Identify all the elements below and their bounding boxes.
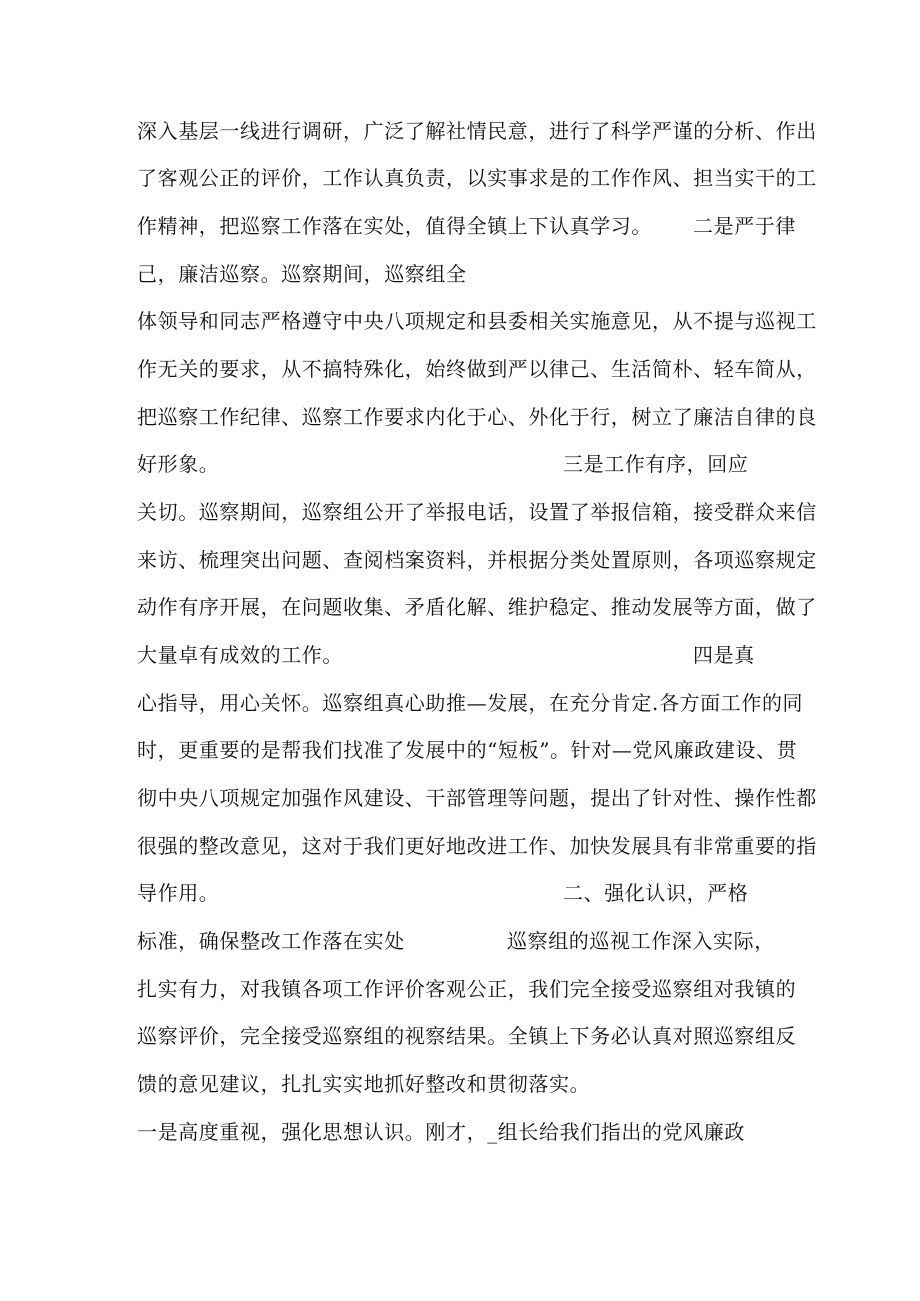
- text-line-13: 心指导，用心关怀。巡察组真心助推—发展，在充分肯定.各方面工作的同: [137, 691, 804, 715]
- text-line-4: 己，廉洁巡察。巡察期间，巡察组全: [137, 262, 467, 286]
- text-line-17b: 二、强化认识，严格: [563, 881, 749, 905]
- text-line-12b: 四是真: [693, 643, 755, 667]
- text-line-12: 大量卓有成效的工作。: [137, 643, 343, 667]
- text-line-14: 时，更重要的是帮我们找准了发展中的“短板”。针对—党风廉政建设、贯: [137, 738, 798, 762]
- text-line-8: 好形象。: [137, 452, 220, 476]
- text-line-1: 深入基层一线进行调研，广泛了解社情民意，进行了科学严谨的分析、作出: [137, 119, 817, 143]
- text-line-11: 动作有序开展，在问题收集、矛盾化解、维护稳定、推动发展等方面，做了: [137, 595, 817, 619]
- text-line-17: 导作用。: [137, 881, 220, 905]
- text-line-9: 关切。巡察期间，巡察组公开了举报电话，设置了举报信箱，接受群众来信: [137, 500, 817, 524]
- text-line-8b: 三是工作有序，回应: [563, 452, 749, 476]
- text-line-7: 把巡察工作纪律、巡察工作要求内化于心、外化于行，树立了廉洁自律的良: [137, 405, 817, 429]
- text-line-6: 作无关的要求，从不搞特殊化，始终做到严以律己、生活简朴、轻车简从，: [137, 357, 817, 381]
- text-line-20: 巡察评价，完全接受巡察组的视察结果。全镇上下务必认真对照巡察组反: [137, 1024, 797, 1048]
- text-line-10: 来访、梳理突出问题、查阅档案资料，并根据分类处置原则，各项巡察规定: [137, 548, 817, 572]
- text-line-3: 作精神，把巡察工作落在实处，值得全镇上下认真学习。: [137, 214, 652, 238]
- text-line-19: 扎实有力，对我镇各项工作评价客观公正，我们完全接受巡察组对我镇的: [137, 977, 797, 1001]
- text-line-5: 体领导和同志严格遵守中央八项规定和县委相关实施意见，从不提与巡视工: [137, 309, 817, 333]
- text-line-16: 很强的整改意见，这对于我们更好地改进工作、加快发展具有非常重要的指: [137, 834, 817, 858]
- text-line-18b: 巡察组的巡视工作深入实际，: [507, 929, 775, 953]
- text-line-15: 彻中央八项规定加强作风建设、干部管理等问题，提出了针对性、操作性都: [137, 786, 817, 810]
- text-line-18: 标准，确保整改工作落在实处: [137, 929, 405, 953]
- text-line-21: 馈的意见建议，扎扎实实地抓好整改和贯彻落实。: [137, 1072, 591, 1096]
- text-line-2: 了客观公正的评价，工作认真负责，以实事求是的工作作风、担当实干的工: [137, 166, 817, 190]
- text-line-3b: 二是严于律: [693, 214, 796, 238]
- text-line-22: 一是高度重视，强化思想认识。刚才，_组长给我们指出的党风廉政: [137, 1120, 745, 1144]
